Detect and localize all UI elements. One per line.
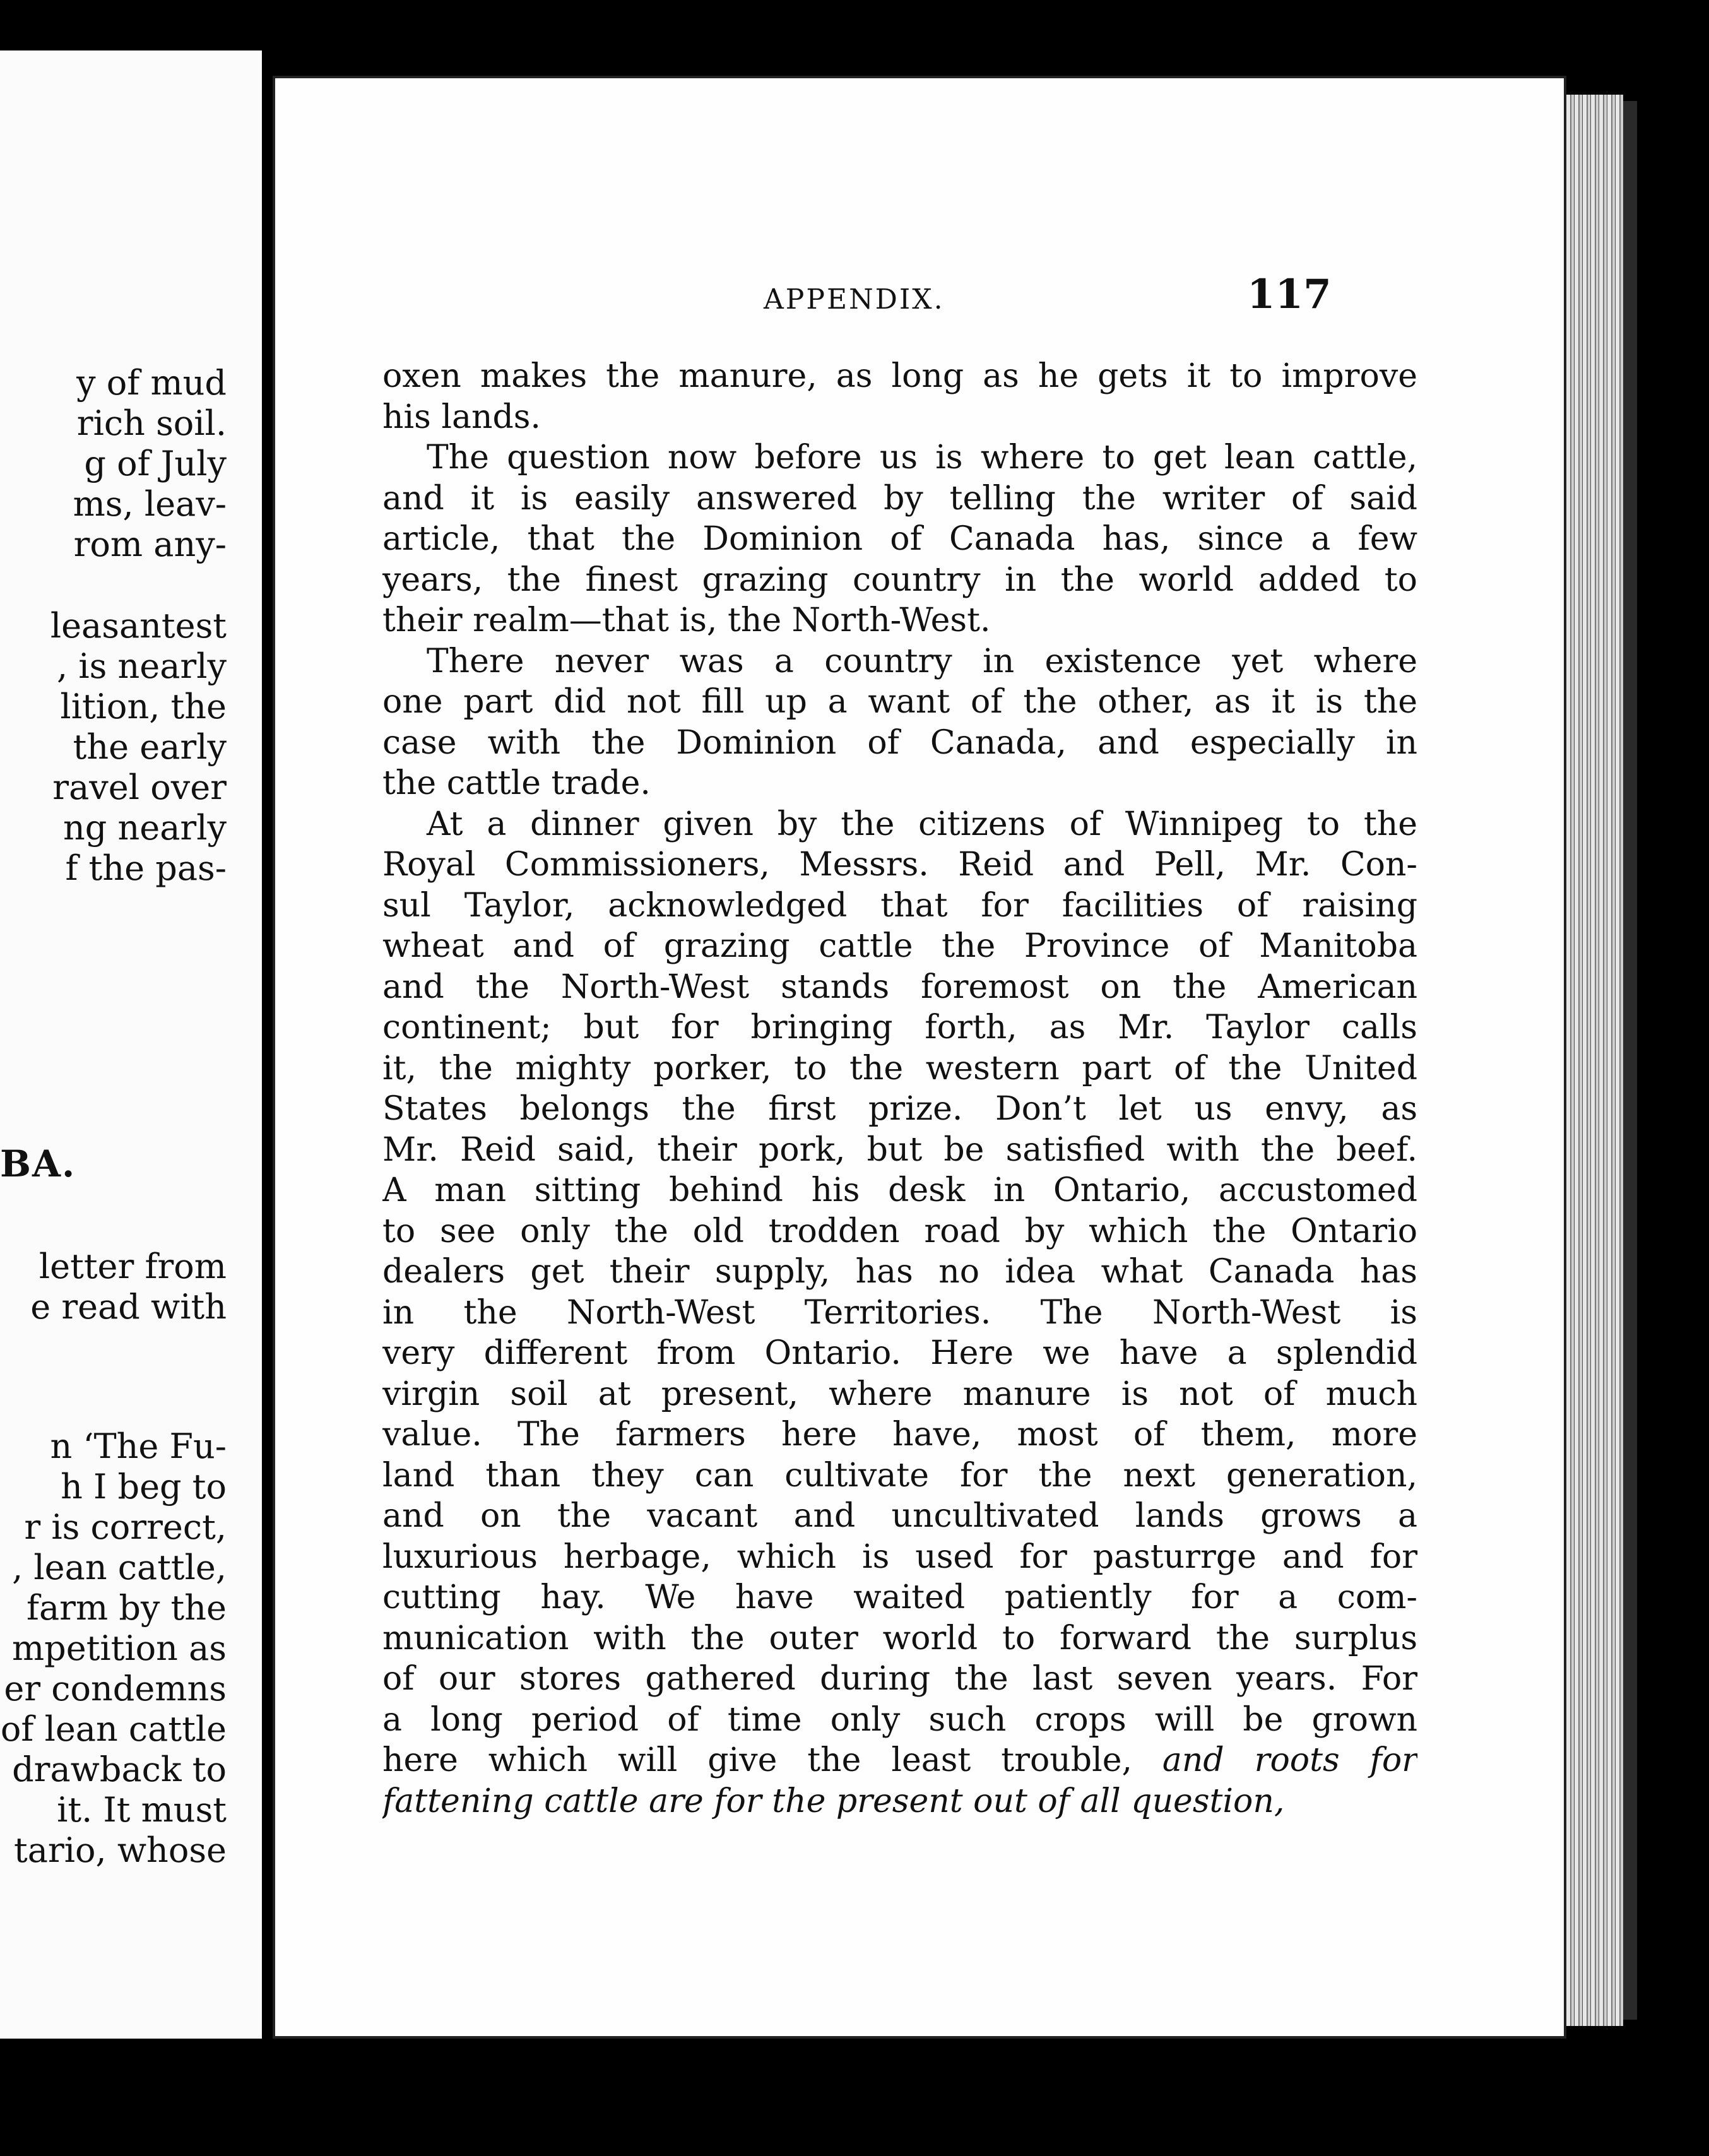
text-line: a long period of time only such crops will be grown — [382, 1700, 1417, 1739]
text-line: dealers get their supply, has no idea what Canada has — [382, 1253, 1417, 1291]
text-line: value. The farmers here have, most of them, more — [382, 1416, 1417, 1454]
text-line: to see only the old trodden road by which the Ontario — [382, 1212, 1417, 1250]
left-page-line: leasantest — [50, 606, 227, 646]
body-text — [382, 356, 1417, 1821]
text-line: his lands. — [382, 398, 541, 436]
left-page-text-block — [73, 363, 227, 565]
left-page-line: rom any- — [73, 524, 227, 564]
left-page-line: ravel over — [52, 767, 227, 807]
left-page-line: farm by the — [26, 1588, 227, 1628]
text-line: States belongs the first prize. Don’t let us envy, as — [382, 1090, 1417, 1128]
page-number: 117 — [1247, 271, 1332, 318]
left-page-line: it. It must — [57, 1790, 227, 1830]
left-page-line: g of July — [84, 444, 227, 483]
left-page-line: mpetition as — [11, 1628, 227, 1668]
left-page-line: r is correct, — [24, 1507, 227, 1547]
text-line: and it is easily answered by telling the writer of said — [382, 479, 1417, 518]
left-page-line: ms, leav- — [73, 484, 227, 524]
text-line: cutting hay. We have waited patiently for a com- — [382, 1578, 1417, 1616]
text-line: oxen makes the manure, as long as he gets it to improve — [382, 357, 1417, 395]
left-page-line: ng nearly — [62, 808, 227, 848]
text-line: munication with the outer world to forward the surplus — [382, 1619, 1417, 1657]
text-line: in the North-West Territories. The North-West is — [382, 1293, 1417, 1332]
left-page-line: n ‘The Fu- — [50, 1426, 227, 1466]
book-page — [273, 76, 1566, 2039]
left-page-text-block — [50, 606, 227, 889]
text-line: it, the mighty porker, to the western part of the United — [382, 1049, 1417, 1087]
left-page-line: h I beg to — [61, 1467, 227, 1507]
left-page-text-block — [1, 1426, 227, 1871]
text-line: wheat and of grazing cattle the Province of Manitoba — [382, 927, 1417, 965]
text-line: and the North-West stands foremost on the American — [382, 968, 1417, 1006]
italic-text-span: and roots for — [1162, 1741, 1417, 1779]
text-line: There never was a country in existence yet where — [427, 642, 1417, 680]
text-line: Mr. Reid said, their pork, but be satisfied with the beef. — [382, 1130, 1417, 1169]
text-line: virgin soil at present, where manure is not of much — [382, 1375, 1417, 1413]
text-line — [382, 1740, 1417, 1781]
book-spine-edge — [1623, 101, 1637, 2020]
text-line: At a dinner given by the citizens of Winnipeg to the — [427, 805, 1417, 843]
text-line: case with the Dominion of Canada, and especially in — [382, 723, 1417, 762]
left-page-line: , is nearly — [57, 646, 227, 686]
left-page-line: of lean cattle — [0, 1709, 227, 1749]
text-line: Royal Commissioners, Messrs. Reid and Pell, Mr. Con- — [382, 846, 1417, 884]
left-page-line: , lean cattle, — [12, 1548, 227, 1587]
left-page-line: f the pas- — [65, 848, 227, 888]
text-line: A man sitting behind his desk in Ontario, accustomed — [382, 1171, 1417, 1209]
text-line: of our stores gathered during the last seven years. For — [382, 1660, 1417, 1698]
text-line: years, the finest grazing country in the world added to — [382, 560, 1417, 599]
left-page-line: drawback to — [12, 1750, 227, 1789]
text-line: fattening cattle are for the present out of all question, — [382, 1782, 1285, 1820]
text-span: here which will give the least trouble, — [382, 1741, 1162, 1779]
left-page-fragment — [0, 50, 262, 2039]
left-page-line: the early — [73, 727, 227, 767]
text-line: the cattle trade. — [382, 764, 651, 802]
left-page-text-block — [30, 1247, 227, 1327]
text-line: sul Taylor, acknowledged that for facilities of raising — [382, 886, 1417, 925]
text-line: article, that the Dominion of Canada has, since a few — [382, 520, 1417, 558]
left-page-line: lition, the — [60, 687, 227, 726]
text-line: their realm—that is, the North-West. — [382, 601, 991, 639]
left-page-line: rich soil. — [76, 403, 227, 443]
left-page-heading: BA. — [0, 1142, 76, 1185]
text-line: and on the vacant and uncultivated lands grows a — [382, 1497, 1417, 1535]
left-page-line: er condemns — [4, 1669, 227, 1709]
text-line: continent; but for bringing forth, as Mr. Taylor calls — [382, 1009, 1417, 1046]
left-page-line: e read with — [30, 1287, 227, 1327]
left-page-line: tario, whose — [14, 1830, 227, 1870]
text-line: very different from Ontario. Here we have a splendid — [382, 1334, 1417, 1372]
left-page-line: letter from — [38, 1247, 227, 1286]
text-line: one part did not fill up a want of the other, as it is the — [382, 683, 1417, 721]
text-line: luxurious herbage, which is used for pasturrge and for — [382, 1537, 1417, 1576]
left-page-line: y of mud — [76, 363, 227, 403]
text-line: land than they can cultivate for the next generation, — [382, 1456, 1417, 1495]
text-line: The question now before us is where to get lean cattle, — [427, 439, 1417, 477]
page-edges — [1566, 95, 1623, 2026]
running-head: APPENDIX. — [764, 283, 945, 316]
